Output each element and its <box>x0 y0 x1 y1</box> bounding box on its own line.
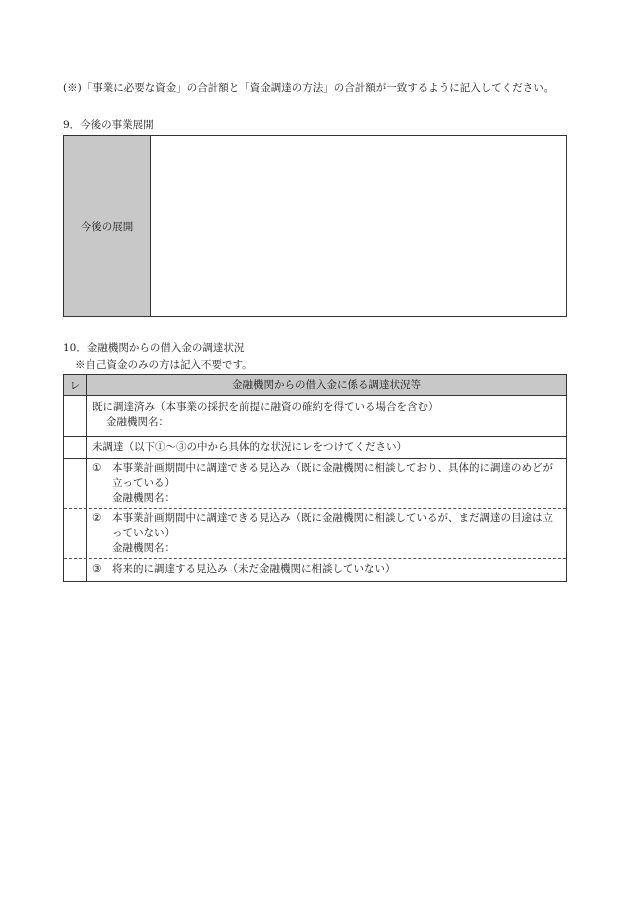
funding-note: (※)「事業に必要な資金」の合計額と「資金調達の方法」の合計額が一致するように記入してください。 <box>63 82 555 94</box>
bank-name-label: 金融機関名： <box>112 542 175 554</box>
future-development-label-cell <box>64 136 151 316</box>
loan-status-header: 金融機関からの借入金に係る調達状況等 <box>232 379 421 391</box>
check-box-unprocured[interactable] <box>64 437 87 458</box>
check-box-option-1[interactable] <box>64 459 87 508</box>
option-row-1 <box>64 458 566 508</box>
option-2-number: ② <box>92 512 102 524</box>
check-box-option-3[interactable] <box>64 559 87 581</box>
future-development-input-area[interactable] <box>151 136 566 316</box>
check-box-option-2[interactable] <box>64 509 87 558</box>
section-10-title: 10．金融機関からの借入金の調達状況 <box>63 342 245 354</box>
option-2-text: 本事業計画期間中に調達できる見込み（既に金融機関に相談しているが、まだ調達の目途は立っていない） <box>112 512 553 539</box>
status-unprocured-text: 未調達（以下①～③の中から具体的な状況にレをつけてください） <box>92 441 407 453</box>
future-development-table <box>63 135 567 317</box>
section-10-subnote: ※自己資金のみの方は記入不要です。 <box>75 359 253 371</box>
loan-status-table <box>63 374 567 582</box>
option-1-text: 本事業計画期間中に調達できる見込み（既に金融機関に相談しており、具体的に調達のめどが立っている） <box>112 462 553 489</box>
option-row-2 <box>64 508 566 558</box>
option-1-number: ① <box>92 462 102 474</box>
status-row-procured <box>64 395 566 436</box>
option-row-3 <box>64 558 566 581</box>
check-box-procured[interactable] <box>64 396 87 436</box>
status-row-unprocured <box>64 436 566 458</box>
bank-name-label: 金融機関名： <box>106 416 169 428</box>
option-3-text: 将来的に調達する見込み（未だ金融機関に相談していない） <box>112 563 396 575</box>
option-3-number: ③ <box>92 563 102 575</box>
loan-status-header-row <box>64 375 566 395</box>
section-9-title: 9．今後の事業展開 <box>63 119 154 131</box>
future-development-label: 今後の展開 <box>80 220 134 233</box>
check-column-header: レ <box>64 375 87 395</box>
bank-name-label: 金融機関名： <box>112 492 175 504</box>
status-procured-text: 既に調達済み（本事業の採択を前提に融資の確約を得ている場合を含む） <box>92 401 439 413</box>
